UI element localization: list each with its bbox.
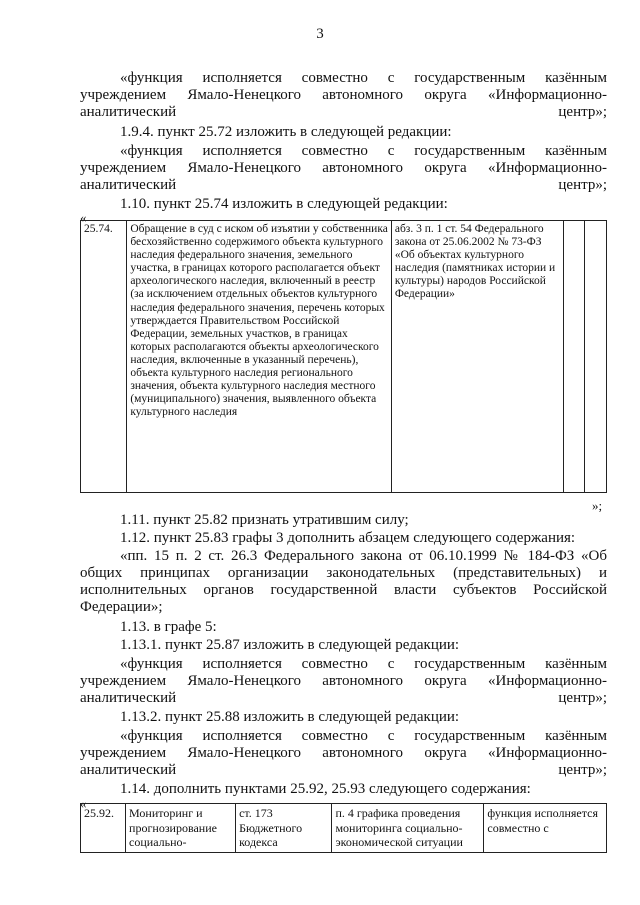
- paragraph-1: «функция исполняется совместно с государственным казённым учреждением Ямало-Ненецкого автономного округа «Информационно-аналитический центр»;: [80, 70, 607, 120]
- t2-schedule-cell: п. 4 графика проведения мониторинга социально-экономической ситуации: [332, 804, 484, 853]
- paragraph-8: 1.13. в графе 5:: [120, 619, 217, 635]
- t1-description-cell: Обращение в суд с иском об изъятии у собственника бесхозяйственно содержимого объекта культурного наследия федерального значения, земельного участка, в границах которого располагается объект археологического наследия, включенный в реестр (за исключением отдельных объектов культурного наследия федерального значения, перечень которых утверждается Правительством Российской Федерации, земельных участков, в границах которых располагаются объекты археологического наследия, включенные в указанный перечень), объекта культурного наследия регионального значения, объекта культурного наследия местного (муниципального) значения, выявленного объекта культурного наследия: [127, 221, 392, 493]
- paragraph-10: «функция исполняется совместно с государственным казённым учреждением Ямало-Ненецкого автономного округа «Информационно-аналитический центр»;: [80, 656, 607, 706]
- open-quote-2: «: [80, 796, 87, 811]
- table-item-25-92: [80, 803, 607, 853]
- paragraph-11: 1.13.2. пункт 25.88 изложить в следующей редакции:: [120, 709, 460, 725]
- t1-number-cell: 25.74.: [81, 221, 127, 493]
- paragraph-13: 1.14. дополнить пунктами 25.92, 25.93 следующего содержания:: [120, 781, 531, 797]
- t1-empty-cell-2: [585, 221, 607, 493]
- t2-description-cell: Мониторинг и прогнозирование социально-: [126, 804, 236, 853]
- open-quote-1: «: [80, 210, 87, 225]
- t1-empty-cell-1: [563, 221, 585, 493]
- paragraph-12: «функция исполняется совместно с государственным казённым учреждением Ямало-Ненецкого автономного округа «Информационно-аналитический центр»;: [80, 728, 607, 778]
- paragraph-4: 1.10. пункт 25.74 изложить в следующей редакции:: [120, 196, 448, 212]
- paragraph-5: 1.11. пункт 25.82 признать утратившим силу;: [120, 512, 409, 528]
- page-number: 3: [316, 26, 324, 42]
- t2-legal-basis-cell: ст. 173 Бюджетного кодекса: [236, 804, 332, 853]
- t2-number-cell: 25.92.: [81, 804, 126, 853]
- t2-note-cell: функция исполняется совместно с: [484, 804, 607, 853]
- close-quote-1: »;: [592, 498, 603, 513]
- t1-legal-basis-cell: абз. 3 п. 1 ст. 54 Федерального закона от 25.06.2002 № 73-ФЗ «Об объектах культурного наследия (памятниках истории и культуры) народов Российской Федерации»: [391, 221, 563, 493]
- paragraph-2: 1.9.4. пункт 25.72 изложить в следующей редакции:: [120, 124, 452, 140]
- paragraph-7: «пп. 15 п. 2 ст. 26.3 Федерального закона от 06.10.1999 № 184-ФЗ «Об общих принципах организации законодательных (представительных) и исполнительных органов государственной власти субъектов Российской Федерации»;: [80, 548, 607, 615]
- paragraph-3: «функция исполняется совместно с государственным казённым учреждением Ямало-Ненецкого автономного округа «Информационно-аналитический центр»;: [80, 143, 607, 193]
- paragraph-6: 1.12. пункт 25.83 графы 3 дополнить абзацем следующего содержания:: [120, 530, 576, 546]
- table-item-25-74: [80, 220, 607, 493]
- paragraph-9: 1.13.1. пункт 25.87 изложить в следующей редакции:: [120, 637, 460, 653]
